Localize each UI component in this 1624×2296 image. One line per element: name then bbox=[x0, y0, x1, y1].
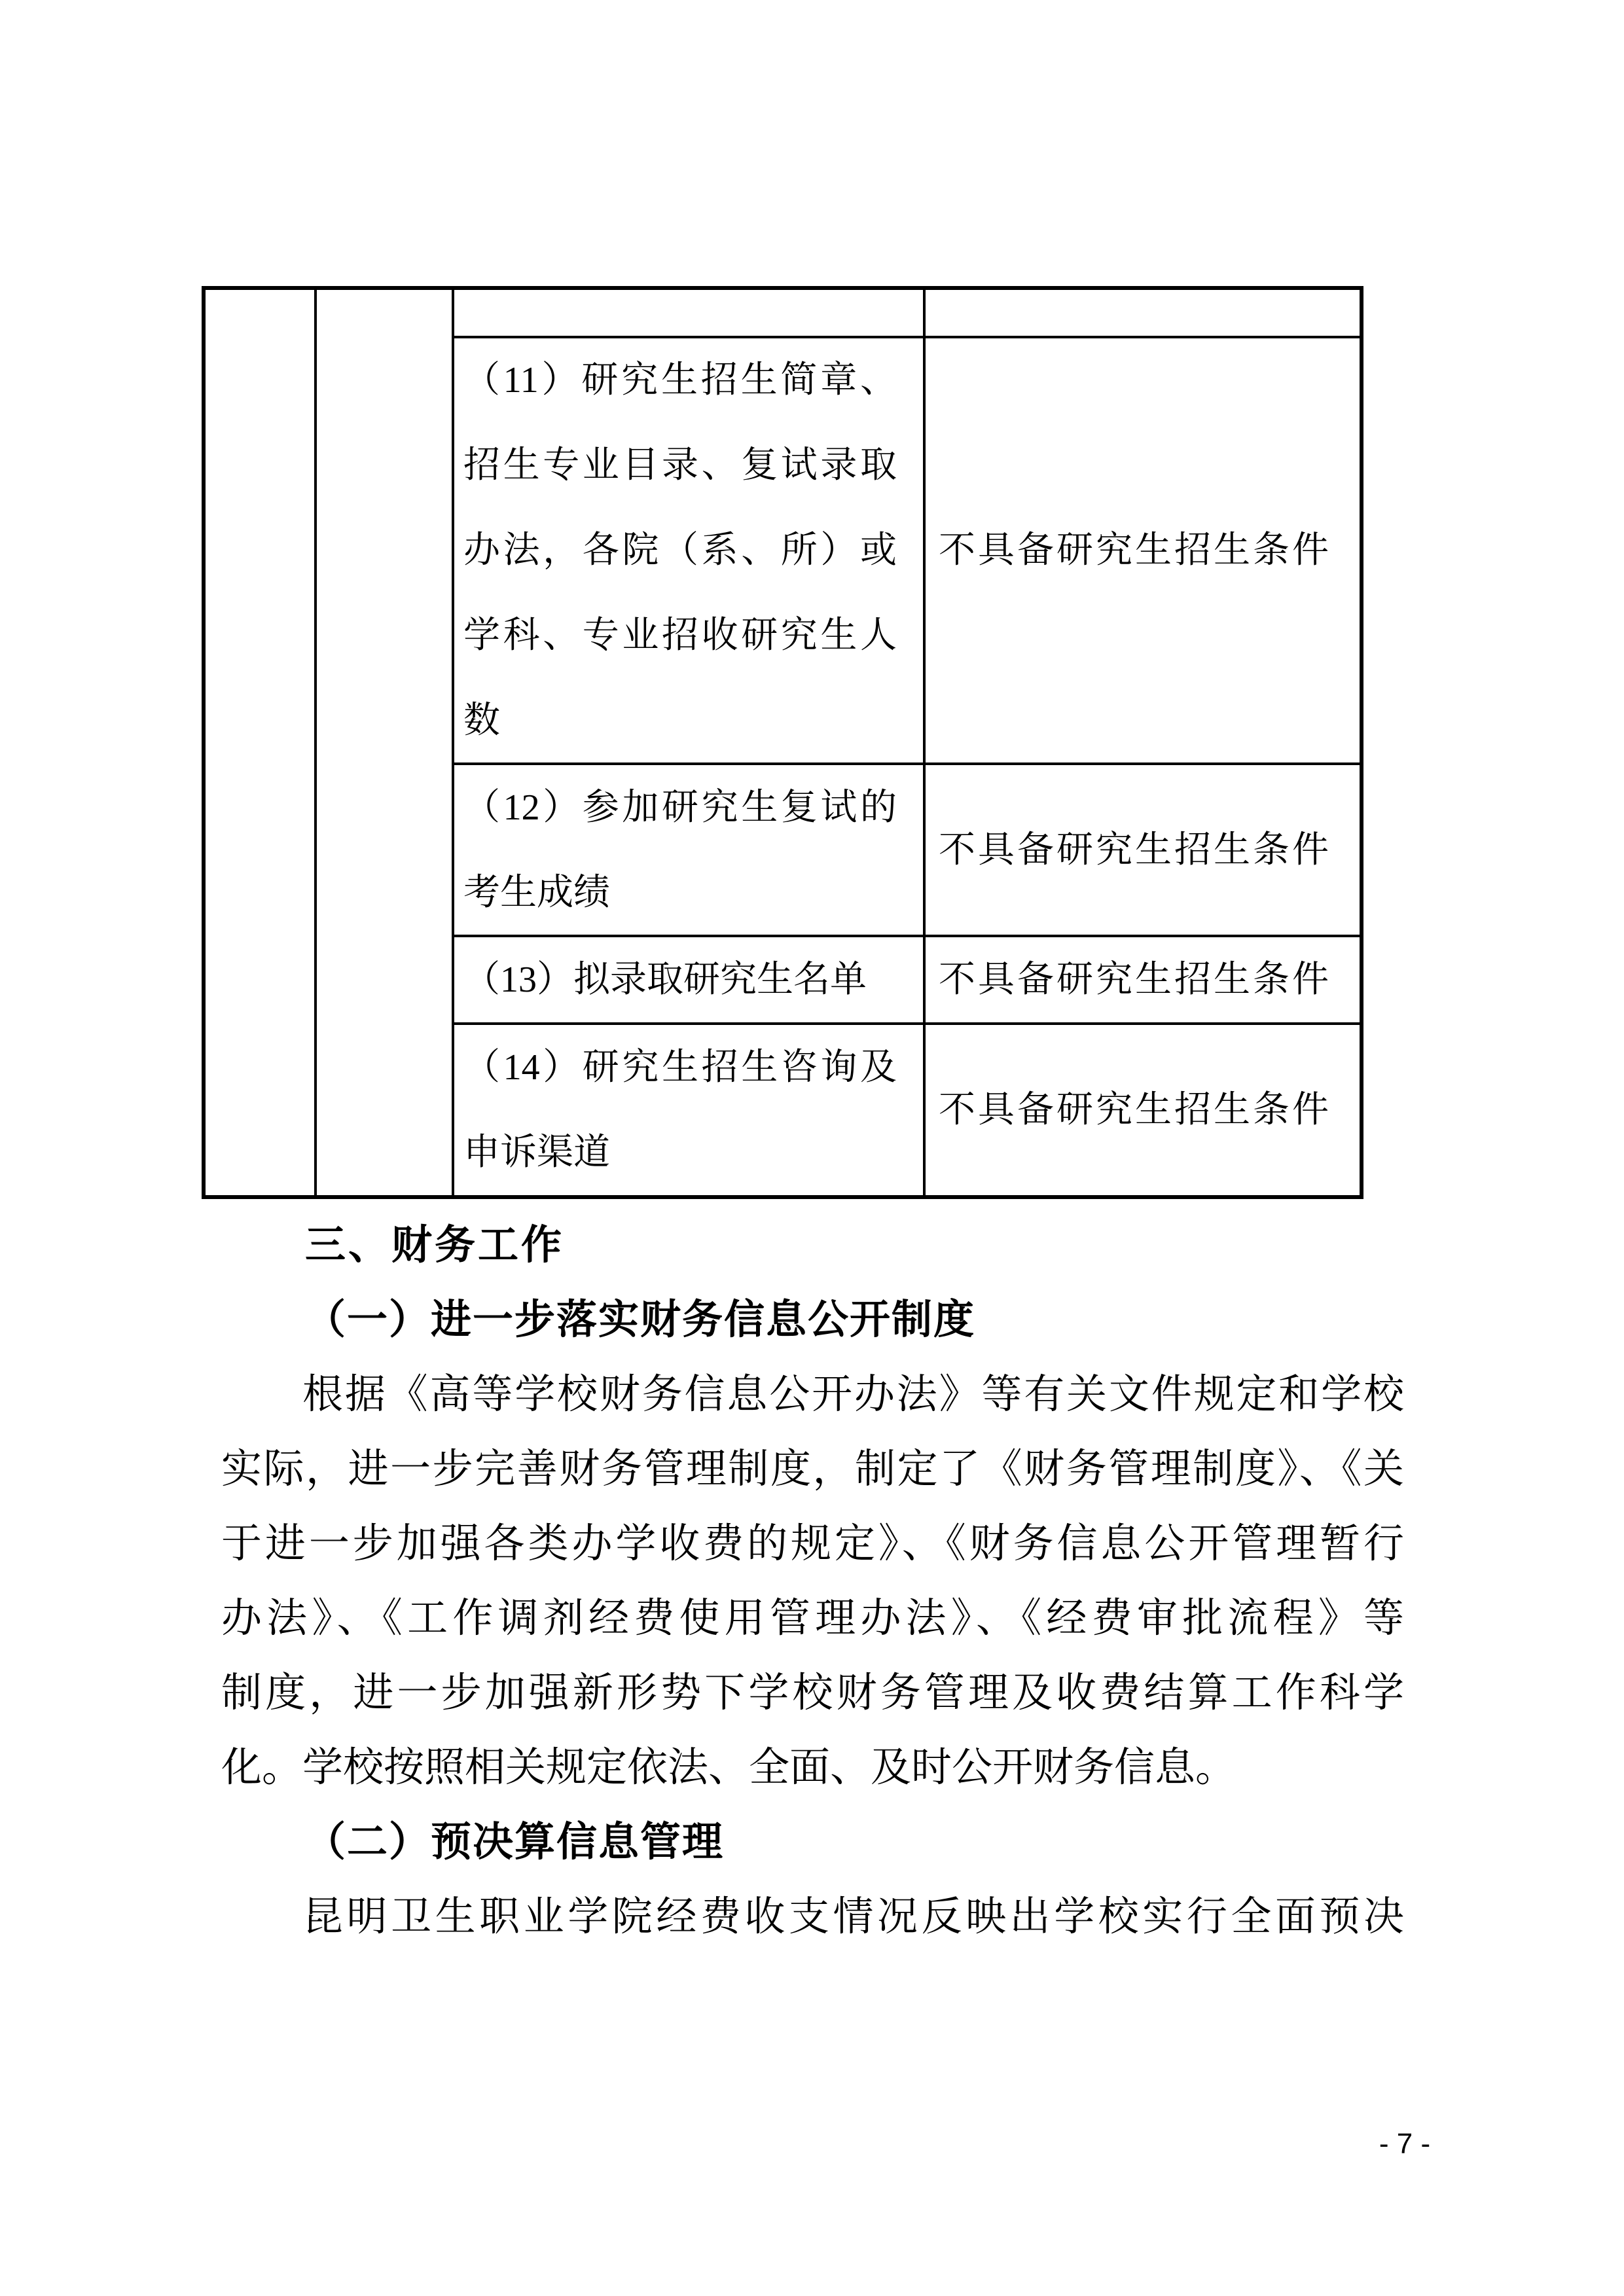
status-cell-text: 不具备研究生招生条件 bbox=[939, 960, 1331, 1000]
item-cell-text: （14）研究生招生咨询及申诉渠道 bbox=[463, 1047, 897, 1173]
status-cell bbox=[926, 937, 1360, 1022]
table-row-item-13 bbox=[454, 937, 1360, 1025]
paragraph-1-line: 根据《高等学校财务信息公开办法》等有关文件规定和学校 bbox=[302, 1372, 1404, 1417]
subsection-1-heading: （一）进一步落实财务信息公开制度 bbox=[305, 1298, 976, 1342]
info-disclosure-table bbox=[202, 286, 1363, 1199]
section-heading: 三、财务工作 bbox=[305, 1223, 565, 1268]
table-col-spacer-2 bbox=[317, 290, 454, 1195]
subsection-2-heading: （二）预决算信息管理 bbox=[305, 1820, 725, 1865]
item-cell bbox=[454, 338, 926, 762]
table-row-item-14 bbox=[454, 1025, 1360, 1195]
status-cell-text: 不具备研究生招生条件 bbox=[939, 530, 1331, 571]
table-col-spacer-1 bbox=[206, 290, 317, 1195]
item-cell bbox=[454, 765, 926, 935]
item-cell-text: （13）拟录取研究生名单 bbox=[463, 960, 867, 1000]
table-row-partial bbox=[454, 290, 1360, 338]
item-cell bbox=[454, 937, 926, 1022]
paragraph-1-line: 制度，进一步加强新形势下学校财务管理及收费结算工作科学 bbox=[221, 1671, 1404, 1715]
table-row-item-12 bbox=[454, 765, 1360, 937]
status-cell bbox=[926, 1025, 1360, 1195]
body-text bbox=[221, 1208, 1404, 1954]
paragraph-1-line: 于进一步加强各类办学收费的规定》、《财务信息公开管理暂行 bbox=[221, 1522, 1404, 1566]
status-cell-empty bbox=[926, 290, 1360, 336]
table-rows-area bbox=[454, 290, 1360, 1195]
table-row-item-11 bbox=[454, 338, 1360, 765]
status-cell-text: 不具备研究生招生条件 bbox=[939, 829, 1331, 870]
item-cell-text: （12）参加研究生复试的考生成绩 bbox=[463, 787, 897, 913]
paragraph-1-line: 实际，进一步完善财务管理制度，制定了《财务管理制度》、《关 bbox=[221, 1447, 1404, 1492]
paragraph-1-line: 化。学校按照相关规定依法、全面、及时公开财务信息。 bbox=[221, 1746, 1236, 1790]
item-cell-text: （11）研究生招生简章、招生专业目录、复试录取办法，各院（系、所）或学科、专业招收研究生人数 bbox=[463, 360, 897, 741]
item-cell-empty bbox=[454, 290, 926, 336]
item-cell bbox=[454, 1025, 926, 1195]
status-cell bbox=[926, 765, 1360, 935]
paragraph-1-line: 办法》、《工作调剂经费使用管理办法》、《经费审批流程》等 bbox=[221, 1596, 1404, 1641]
status-cell-text: 不具备研究生招生条件 bbox=[939, 1090, 1331, 1130]
paragraph-2-line: 昆明卫生职业学院经费收支情况反映出学校实行全面预决 bbox=[302, 1895, 1404, 1939]
page-number: - 7 - bbox=[1379, 2128, 1431, 2160]
status-cell bbox=[926, 338, 1360, 762]
